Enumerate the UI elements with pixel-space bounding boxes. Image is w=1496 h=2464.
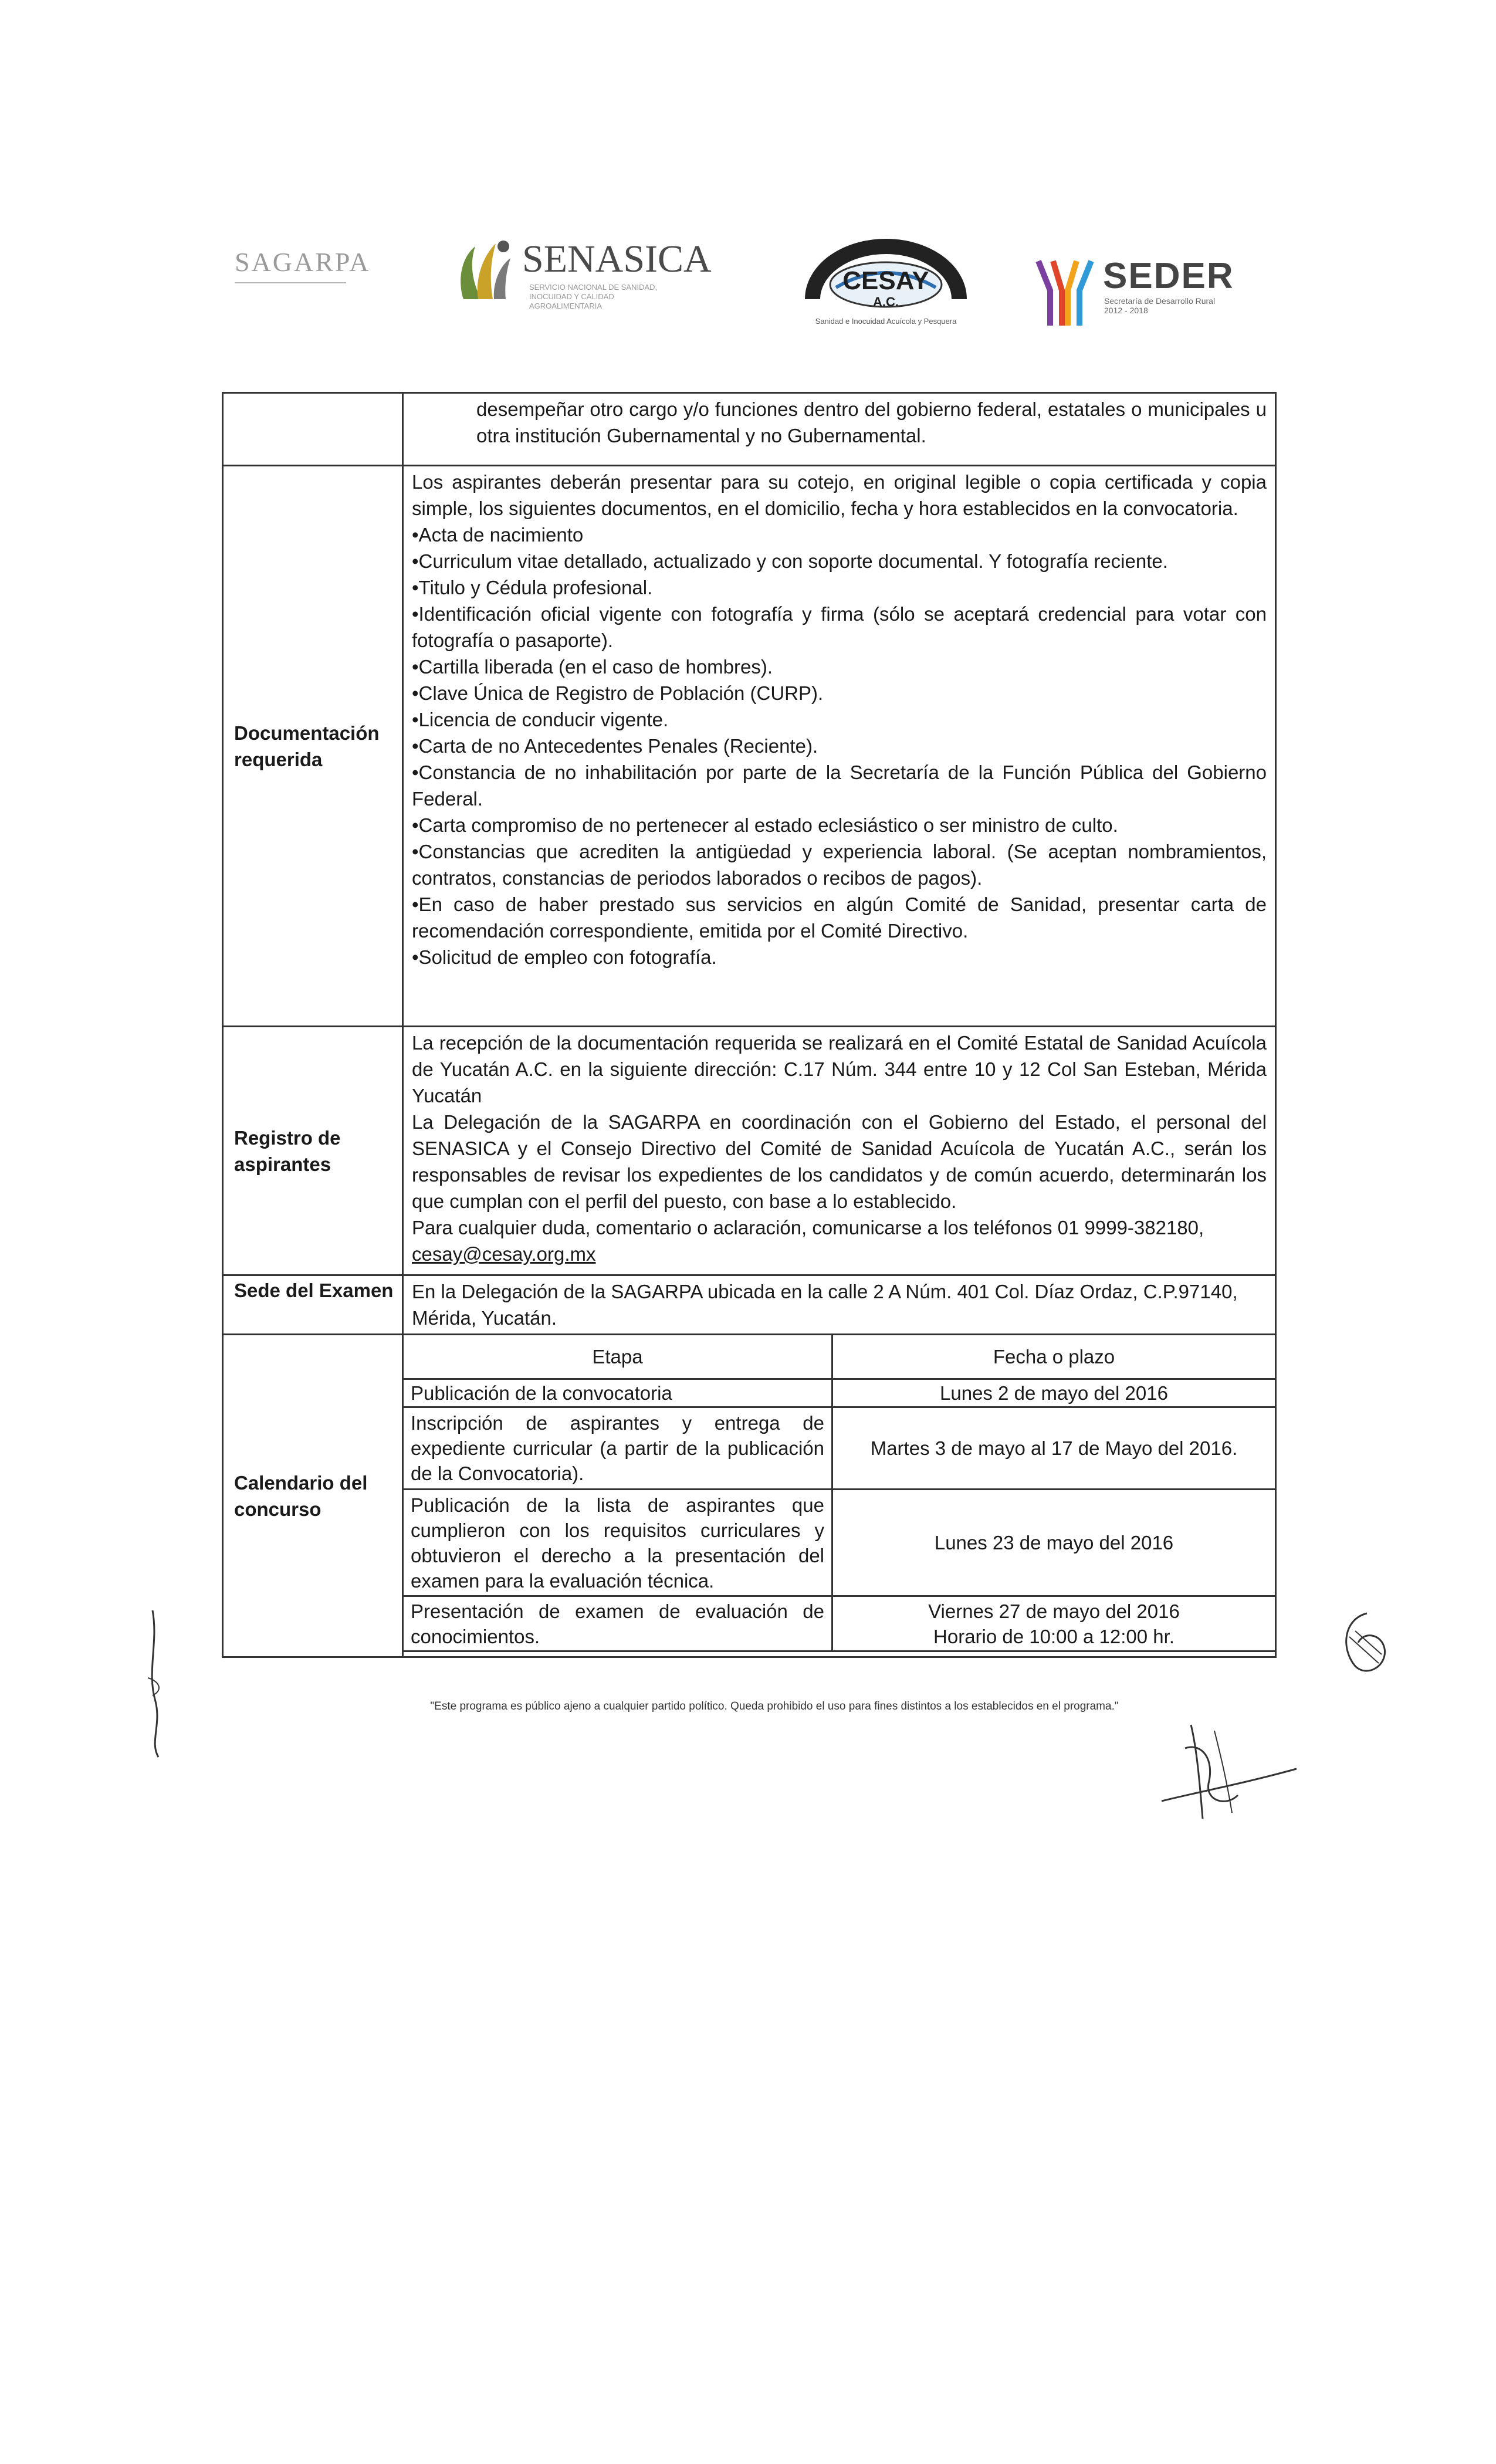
list-item: •Identificación oficial vigente con fotografía y firma (sólo se aceptará credencial para votar con fotografía o pasaporte). — [412, 603, 1267, 651]
table-row-calendario — [223, 1335, 1276, 1657]
registro-p3: Para cualquier duda, comentario o aclaración, comunicarse a los teléfonos 01 9999-382180, — [412, 1217, 1204, 1238]
registro-p1: La recepción de la documentación requerida se realizará en el Comité Estatal de Sanidad Acuícola de Yucatán A.C. en la siguiente dirección: C.17 Núm. 344 entre 10 y 12 Col San Esteban, Mérida Yucatán — [412, 1032, 1267, 1106]
margin-signature-left-icon — [135, 1607, 176, 1760]
documentacion-list — [412, 522, 1267, 970]
list-item: •Carta de no Antecedentes Penales (Reciente). — [412, 735, 818, 757]
list-item: •Cartilla liberada (en el caso de hombres). — [412, 656, 773, 678]
calendario-header-row — [403, 1335, 1276, 1379]
calendario-etapa: Inscripción de aspirantes y entrega de expediente curricular (a partir de la publicación de la Convocatoria). — [403, 1407, 832, 1490]
calendario-horario: Horario de 10:00 a 12:00 hr. — [933, 1625, 1175, 1647]
calendario-content — [403, 1335, 1276, 1657]
seder-logo-name: SEDER — [1103, 256, 1234, 296]
table-row-registro — [223, 1027, 1276, 1275]
list-item: •Solicitud de empleo con fotografía. — [412, 946, 717, 968]
cesay-logo-ac: A.C. — [873, 295, 899, 309]
list-item: •Licencia de conducir vigente. — [412, 709, 669, 730]
table-row-documentacion — [223, 466, 1276, 1027]
calendario-etapa: Publicación de la convocatoria — [403, 1379, 832, 1407]
registro-content — [403, 1027, 1276, 1275]
sede-text: En la Delegación de la SAGARPA ubicada en la calle 2 A Núm. 401 Col. Díaz Ordaz, C.P.97140, Mérida, Yucatán. — [412, 1281, 1238, 1329]
table-row — [403, 1379, 1276, 1407]
documentacion-label: Documentación requerida — [223, 466, 403, 1027]
seder-logo — [1033, 255, 1267, 331]
list-item: •Constancias que acrediten la antigüedad y experiencia laboral. (Se aceptan nombramientos, contratos, constancias de periodos laborados o recibos de pagos). — [412, 841, 1267, 889]
sagarpa-logo — [235, 246, 371, 293]
seder-emblem-icon — [1033, 255, 1097, 331]
sagarpa-logo-rule — [235, 282, 346, 283]
list-item: •Curriculum vitae detallado, actualizado y con soporte documental. Y fotografía reciente. — [412, 550, 1168, 572]
calendario-header-etapa: Etapa — [403, 1335, 832, 1379]
seder-logo-sub — [1104, 296, 1257, 315]
list-item: •Acta de nacimiento — [412, 524, 584, 546]
table-row — [403, 1596, 1276, 1651]
calendario-fecha-cell — [832, 1596, 1276, 1651]
registro-label: Registro de aspirantes — [223, 1027, 403, 1275]
email-link[interactable]: cesay@cesay.org.mx — [412, 1243, 596, 1265]
calendario-etapa: Publicación de la lista de aspirantes que cumplieron con los requisitos curriculares y obtuvieron el derecho a la presentación del examen para la evaluación técnica. — [403, 1490, 832, 1596]
list-item: •Carta compromiso de no pertenecer al estado eclesiástico o ser ministro de culto. — [412, 814, 1118, 836]
list-item: •Titulo y Cédula profesional. — [412, 577, 653, 598]
senasica-logo — [452, 235, 712, 311]
empty-label-cell — [223, 393, 403, 466]
senasica-emblem-icon — [452, 235, 516, 305]
calendario-header-fecha: Fecha o plazo — [832, 1335, 1276, 1379]
cesay-logo-name: CESAY — [842, 266, 929, 295]
documentacion-content — [403, 466, 1276, 1027]
senasica-logo-name: SENASICA — [522, 238, 712, 280]
continued-text: desempeñar otro cargo y/o funciones dentro del gobierno federal, estatales o municipales u otra institución Gubernamental y no Gubernamental. — [476, 398, 1267, 446]
signature-bottom-icon — [1150, 1713, 1326, 1830]
list-item: •Clave Única de Registro de Población (CURP). — [412, 682, 824, 704]
continued-text-cell — [403, 393, 1276, 466]
table-row-sede — [223, 1275, 1276, 1335]
sede-label: Sede del Examen — [223, 1275, 403, 1335]
calendario-label: Calendario del concurso — [223, 1335, 403, 1657]
initials-right-icon — [1332, 1607, 1396, 1684]
calendario-fecha: Lunes 2 de mayo del 2016 — [832, 1379, 1276, 1407]
registro-p2: La Delegación de la SAGARPA en coordinación con el Gobierno del Estado, el personal del SENASICA y el Consejo Directivo del Comité de Sanidad Acuícola de Yucatán A.C., serán los responsables de revisar los expedientes de los candidatos y de común acuerdo, determinarán los que cumplan con el perfil del puesto, con base a lo establecido. — [412, 1111, 1267, 1212]
table-row — [403, 1490, 1276, 1596]
cesay-logo — [780, 235, 991, 329]
senasica-logo-sub: SERVICIO NACIONAL DE SANIDAD, INOCUIDAD Y CALIDAD AGROALIMENTARIA — [529, 283, 658, 310]
footer-disclaimer: "Este programa es público ajeno a cualquier partido político. Queda prohibido el uso para fines distintos a los establecidos en el programa." — [430, 1700, 1119, 1712]
sagarpa-logo-text: SAGARPA — [235, 247, 371, 277]
documentacion-intro: Los aspirantes deberán presentar para su cotejo, en original legible o copia certificada y copia simple, los siguientes documentos, en el domicilio, fecha y hora establecidos en la convocatoria. — [412, 471, 1267, 519]
table-row — [403, 1407, 1276, 1490]
calendario-table — [402, 1333, 1277, 1652]
cesay-emblem-icon — [780, 235, 991, 317]
table-row-continued — [223, 393, 1276, 466]
seder-logo-subtitle: Secretaría de Desarrollo Rural — [1104, 296, 1216, 306]
convocatoria-table — [222, 392, 1277, 1658]
calendario-fecha: Viernes 27 de mayo del 2016 — [928, 1600, 1180, 1622]
calendario-etapa: Presentación de examen de evaluación de conocimientos. — [403, 1596, 832, 1651]
list-item: •Constancia de no inhabilitación por parte de la Secretaría de la Función Pública del Gobierno Federal. — [412, 761, 1267, 810]
list-item: •En caso de haber prestado sus servicios en algún Comité de Sanidad, presentar carta de recomendación correspondiente, emitida por el Comité Directivo. — [412, 893, 1267, 942]
cesay-tagline: Sanidad e Inocuidad Acuícola y Pesquera — [815, 317, 957, 326]
calendario-fecha: Lunes 23 de mayo del 2016 — [832, 1490, 1276, 1596]
seder-logo-years: 2012 - 2018 — [1104, 306, 1148, 315]
sede-content — [403, 1275, 1276, 1335]
calendario-fecha: Martes 3 de mayo al 17 de Mayo del 2016. — [832, 1407, 1276, 1490]
